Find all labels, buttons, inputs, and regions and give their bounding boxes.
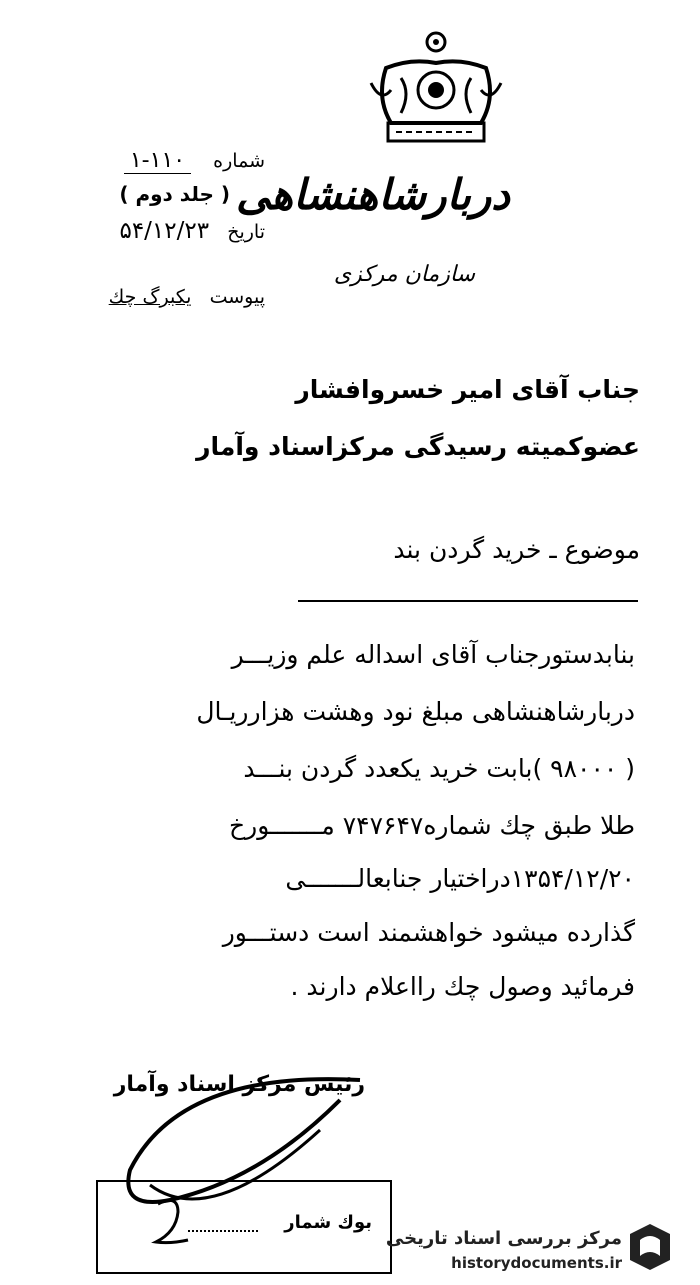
body-line-1: بنابدستورجناب آقای اسداله علم وزیـــر [231, 640, 635, 669]
number-row [124, 148, 265, 173]
body-line-6: گذارده میشود خواهشمند است دستـــور [222, 918, 635, 947]
imperial-crown-icon [366, 28, 506, 148]
stamp-handwritten-number [148, 1192, 194, 1252]
subject-divider [298, 600, 638, 602]
body-line-3: ( ۹۸۰۰۰ )بابت خرید یکعدد گردن بنـــد [243, 754, 635, 783]
body-line-5: ۱۳۵۴/۱۲/۲۰دراختیار جنابعالـــــــی [285, 864, 635, 893]
volume-label: ( جلد دوم ) [119, 182, 230, 206]
addressee-line-1: جناب آقای امیر خسروافشار [295, 375, 640, 404]
organization-name: سازمان مرکزی [333, 262, 475, 287]
archive-logo-icon [628, 1222, 672, 1272]
subject-line: موضوع ـ خرید گردن بند [393, 535, 640, 564]
addressee-line-2: عضوکمیته رسیدگی مرکزاسناد وآمار [196, 432, 640, 461]
body-line-4: طلا طبق چك شماره۷۴۷۶۴۷ مـــــــورخ [229, 811, 635, 840]
court-name: دربارشاهنشاهی [236, 170, 510, 219]
stamp-text: بوك شمار [284, 1212, 372, 1233]
watermark-title: مرکز بررسی اسناد تاریخی [385, 1228, 622, 1249]
attachment-label: پیوست [209, 286, 265, 308]
date-value: ۵۴/۱۲/۲۳ [119, 218, 210, 244]
date-row [119, 218, 265, 244]
watermark-url: historydocuments.ir [451, 1254, 622, 1272]
register-stamp [96, 1180, 392, 1274]
number-label: شماره [213, 150, 265, 172]
number-value: ۱۱۰-۱ [124, 148, 191, 174]
body-line-2: دربارشاهنشاهی مبلغ نود وهشت هزارریـال [196, 697, 635, 726]
stamp-line [188, 1230, 258, 1232]
attachment-row [109, 286, 265, 308]
attachment-value: یکبرگ چك [108, 286, 192, 308]
date-label: تاریخ [227, 221, 265, 243]
body-line-7: فرمائید وصول چك رااعلام دارند . [290, 972, 635, 1001]
signature-title: رئیس مرکز اسناد وآمار [113, 1072, 365, 1097]
